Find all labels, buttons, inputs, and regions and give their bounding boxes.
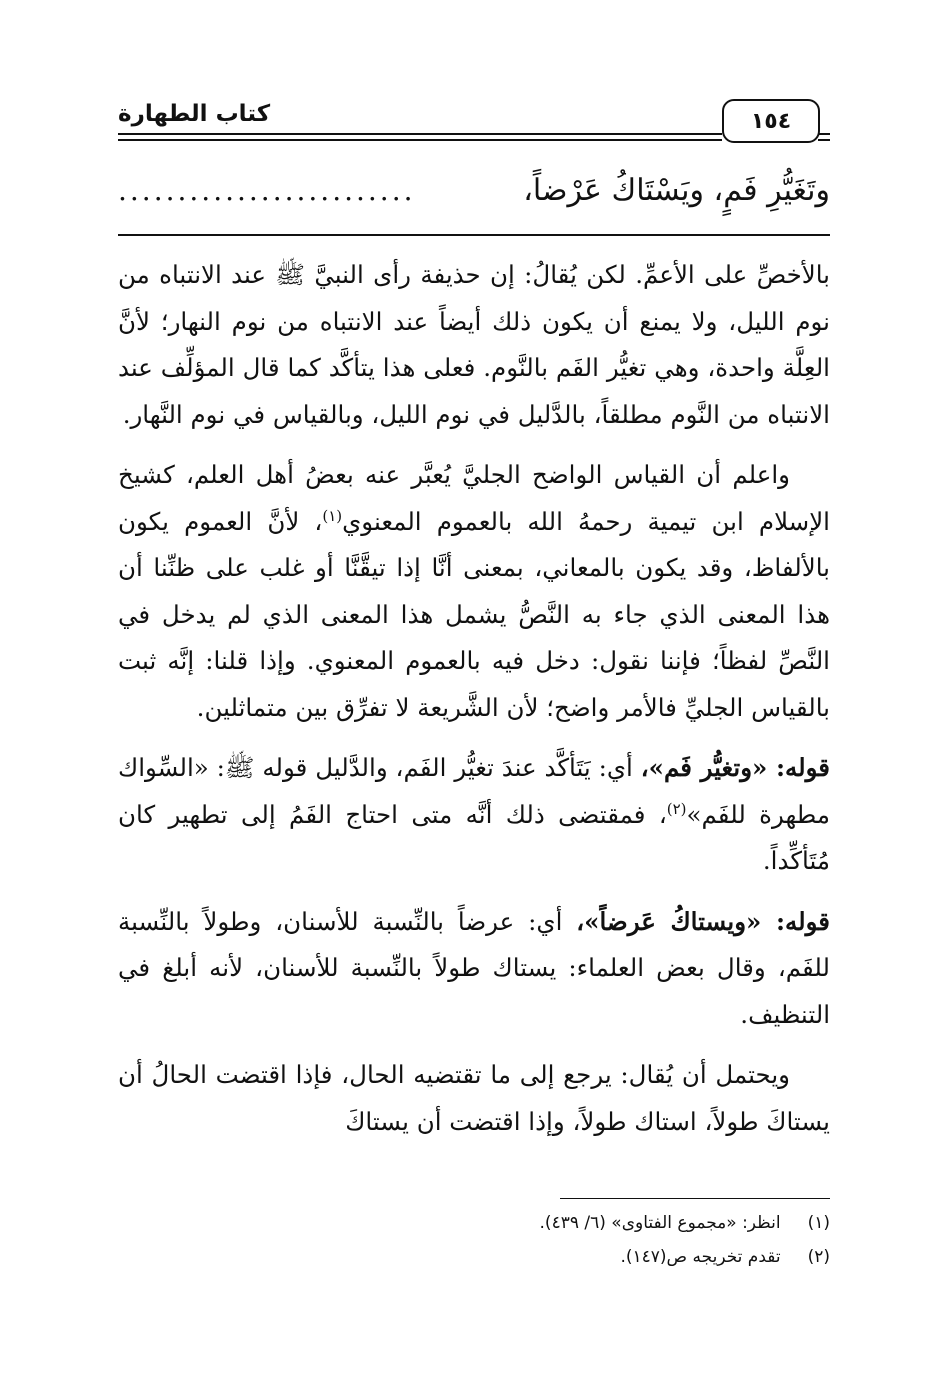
matn-line — [118, 162, 830, 218]
paragraph — [118, 252, 830, 438]
book-title: كتاب الطهارة — [118, 101, 271, 127]
header-rule — [118, 139, 722, 141]
header-rule — [818, 133, 830, 135]
footnote — [118, 1206, 830, 1240]
footnote — [118, 1240, 830, 1274]
page-number: ١٥٤ — [722, 99, 820, 143]
header-rule — [118, 133, 722, 135]
matn-text: وتَغَيُّرِ فَمٍ، ويَسْتَاكُ عَرْضاً، — [523, 172, 830, 208]
commentary-body — [118, 252, 830, 1159]
footnote-number: (٢) — [807, 1247, 830, 1267]
paragraph — [118, 452, 830, 731]
qawl-label: قوله: «وتغيُّر فَم»، — [640, 753, 830, 782]
paragraph-text: أي: عرضاً بالنِّسبة للأسنان، وطولاً بالنِّسبة للفَم، وقال بعض العلماء: يستاك طولاً بالنِّسبة للأسنان، لأنه أبلغ في التنظيف. — [118, 906, 830, 1029]
footnote-text: انظر: «مجموع الفتاوى» (٦/ ٤٣٩). — [539, 1213, 781, 1233]
matn-dots: ......................... — [118, 173, 416, 207]
paragraph-text: واعلم أن القياس الواضح الجليَّ يُعبَّر عنه بعضُ أهل العلم، كشيخ الإسلام ابن تيمية رحمهُ الله بالعموم المعنوي — [118, 460, 830, 536]
matn-divider — [118, 234, 830, 236]
paragraph — [118, 745, 830, 885]
footnote-marker: (١) — [322, 506, 343, 525]
paragraph-text: ، لأنَّ العموم يكون بالألفاظ، وقد يكون بالمعاني، بمعنى أنَّا إذا تيقَّنَّا أو غلب على ظنِّنا أن هذا المعنى الذي جاء به النَّصُّ يشمل هذا المعنى الذي لم يدخل في النَّصِّ لفظاً؛ فإننا نقول: دخل فيه بالعموم المعنوي. وإذا قلنا: إنَّه ثبت بالقياس الجليِّ فالأمر واضح؛ لأن الشَّريعة لا تفرِّق بين متماثلين. — [118, 506, 830, 722]
paragraph-text: أي: يَتَأكَّد عندَ تغيُّر الفَم، والدَّليل قوله ﷺ: «السِّواك مطهرة للفَم» — [118, 753, 831, 829]
paragraph-text: ويحتمل أن يُقال: يرجع إلى ما تقتضيه الحال، فإذا اقتضت الحالُ أن يستاكَ طولاً، استاك طولاً، وإذا اقتضت أن يستاكَ — [118, 1060, 830, 1136]
paragraph-text: بالأخصِّ على الأعمِّ. لكن يُقالُ: إن حذيفة رأى النبيَّ ﷺ عند الانتباه من نوم الليل، ولا يمنع أن يكون ذلك أيضاً عند الانتباه من نوم النهار؛ لأنَّ العِلَّة واحدة، وهي تغيُّر الفَم بالنَّوم. فعلى هذا يتأكَّد كما قال المؤلِّف عند الانتباه من النَّوم مطلقاً، بالدَّليل في نوم الليل، وبالقياس في نوم النَّهار. — [118, 260, 830, 429]
paragraph — [118, 899, 830, 1039]
paragraph — [118, 1052, 830, 1145]
footnotes — [118, 1206, 830, 1274]
qawl-label: قوله: «ويستاكُ عَرضاً»، — [576, 906, 830, 936]
header-rule — [818, 139, 830, 141]
footnote-divider — [560, 1198, 830, 1199]
page-header — [118, 95, 830, 155]
paragraph-text: ، فمقتضى ذلك أنَّه متى احتاج الفَمُ إلى تطهير كان مُتَأكِّداً. — [118, 799, 830, 875]
footnote-text: تقدم تخريجه ص(١٤٧). — [620, 1247, 781, 1267]
footnote-number: (١) — [807, 1213, 830, 1233]
footnote-marker: (٢) — [666, 799, 687, 818]
